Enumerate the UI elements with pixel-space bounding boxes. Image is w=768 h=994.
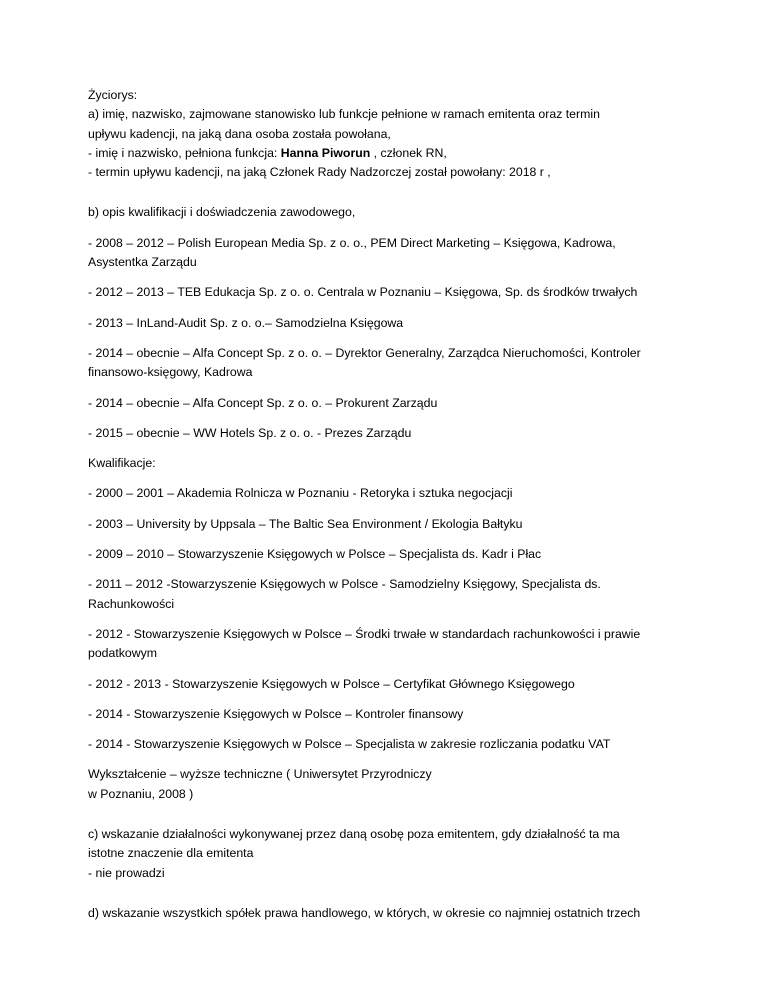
section-c — [88, 825, 688, 883]
section-c-line-2: istotne znaczenie dla emitenta — [88, 846, 254, 861]
qualification-line-cont: Rachunkowości — [88, 596, 175, 611]
qualification-item: - 2009 – 2010 – Stowarzyszenie Księgowych w Polsce – Specjalista ds. Kadr i Płac — [88, 547, 542, 562]
document-page — [88, 86, 688, 923]
education-line-cont: w Poznaniu, 2008 ) — [88, 786, 194, 801]
qualification-line: - 2012 - Stowarzyszenie Księgowych w Polsce – Środki trwałe w standardach rachunkowości i prawie — [88, 626, 641, 641]
cv-header: Życiorys: — [88, 88, 138, 102]
experience-line: - 2014 – obecnie – Alfa Concept Sp. z o. o. – Dyrektor Generalny, Zarządca Nieruchomości, Kontroler — [88, 345, 641, 360]
education-line: Wykształcenie – wyższe techniczne ( Uniwersytet Przyrodniczy — [88, 767, 432, 782]
experience-item: - 2015 – obecnie – WW Hotels Sp. z o. o. - Prezes Zarządu — [88, 425, 412, 440]
qualification-line-cont: podatkowym — [88, 646, 158, 661]
qualification-item: - 2014 - Stowarzyszenie Księgowych w Polsce – Specjalista w zakresie rozliczania podatku VAT — [88, 737, 611, 752]
qualification-item: - 2003 – University by Uppsala – The Baltic Sea Environment / Ekologia Bałtyku — [88, 516, 523, 531]
qualification-item: - 2000 – 2001 – Akademia Rolnicza w Poznaniu - Retoryka i sztuka negocjacji — [88, 486, 513, 501]
qualifications-title: Kwalifikacje: — [88, 456, 156, 471]
experience-item: - 2012 – 2013 – TEB Edukacja Sp. z o. o. Centrala w Poznaniu – Księgowa, Sp. ds środków trwałych — [88, 285, 638, 300]
experience-item: - 2013 – InLand-Audit Sp. z o. o.– Samodzielna Księgowa — [88, 315, 404, 330]
person-name: Hanna Piworun — [280, 145, 371, 160]
experience-item — [88, 344, 688, 383]
section-a-line-3 — [88, 144, 688, 163]
experience-line: - 2008 – 2012 – Polish European Media Sp. z o. o., PEM Direct Marketing – Księgowa, Kadrowa, — [88, 235, 616, 250]
section-a-line-4: - termin upływu kadencji, na jaką Członek Rady Nadzorczej został powołany: 2018 r , — [88, 165, 551, 180]
section-d-line-1: d) wskazanie wszystkich spółek prawa handlowego, w których, w okresie co najmniej ostatnich trzech — [88, 905, 641, 920]
qualification-item — [88, 575, 688, 614]
section-a — [88, 86, 688, 182]
function-label: - imię i nazwisko, pełniona funkcja: — [88, 145, 281, 160]
section-a-line-2: upływu kadencji, na jaką dana osoba została powołana, — [88, 126, 391, 141]
qualification-item: - 2014 - Stowarzyszenie Księgowych w Polsce – Kontroler finansowy — [88, 706, 464, 721]
education — [88, 765, 688, 804]
qualification-item: - 2012 - 2013 - Stowarzyszenie Księgowych w Polsce – Certyfikat Głównego Księgowego — [88, 676, 575, 691]
qualification-line: - 2011 – 2012 -Stowarzyszenie Księgowych w Polsce - Samodzielny Księgowy, Specjalista ds. — [88, 577, 601, 592]
section-c-line-3: - nie prowadzi — [88, 865, 165, 880]
section-a-line-1: a) imię, nazwisko, zajmowane stanowisko lub funkcje pełnione w ramach emitenta oraz termin — [88, 107, 600, 122]
function-value: , członek RN, — [370, 145, 447, 160]
section-b-title: b) opis kwalifikacji i doświadczenia zawodowego, — [88, 205, 356, 220]
qualification-item — [88, 625, 688, 664]
experience-line-cont: finansowo-księgowy, Kadrowa — [88, 365, 253, 380]
experience-item: - 2014 – obecnie – Alfa Concept Sp. z o. o. – Prokurent Zarządu — [88, 395, 438, 410]
experience-line-cont: Asystentka Zarządu — [88, 255, 197, 270]
experience-item — [88, 234, 688, 273]
section-c-line-1: c) wskazanie działalności wykonywanej przez daną osobę poza emitentem, gdy działalność ta ma — [88, 827, 620, 842]
